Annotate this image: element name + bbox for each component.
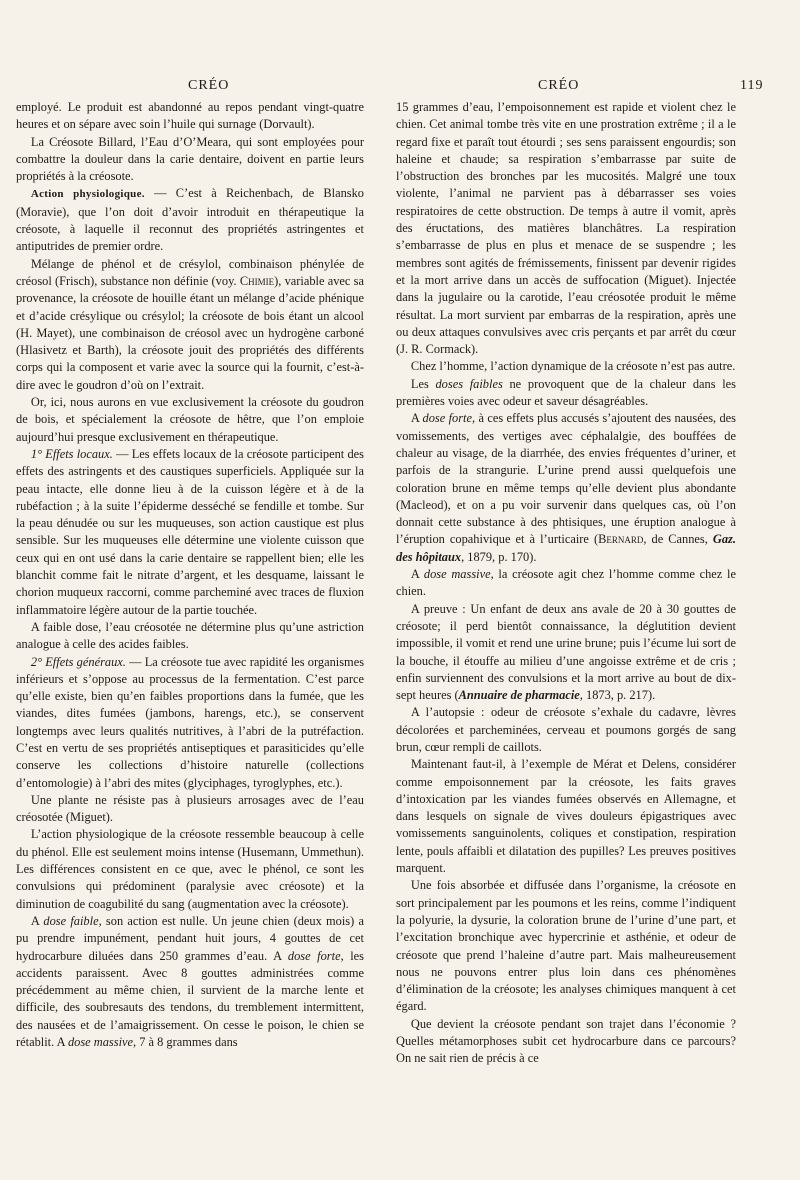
paragraph: Que devient la créosote pendant son trajet dans l’économie ? Quelles métamorphoses subit cet hydrocarbure dans ce parcours? On ne sait rien de précis à ce bbox=[396, 1016, 736, 1066]
paragraph: La Créosote Billard, l’Eau d’O’Meara, qui sont employées pour combattre la douleur dans la carie dentaire, doivent en partie leurs propriétés à la créosote. bbox=[16, 134, 364, 184]
paragraph-text: , 1879, p. 170). bbox=[461, 549, 537, 564]
section-heading: Action physiologique. bbox=[30, 188, 145, 201]
paragraph-text: , la créosote agit chez l’homme comme chez le chien. bbox=[396, 567, 736, 599]
subsection-heading: 2° Effets généraux. bbox=[30, 654, 126, 669]
emphasis: dose massive bbox=[67, 1035, 134, 1050]
subsection-heading: 1° Effets locaux. bbox=[30, 446, 113, 461]
paragraph-text: , les accidents paraissent. Avec 8 gouttes administrées comme précédemment au même chien, il survient de la marche lente et difficile, des soubresauts des tendons, du tremblement intermittent, des nausées et de l’amaigrissement. On cesse le poison, le chien se rétablit. A bbox=[16, 948, 364, 1050]
paragraph-text: — C’est à Reichenbach, de Blansko (Moravie), que l’on doit d’avoir introduit en thérapeutique la créosote, à laquelle il reconnut des propriétés astringentes et antiputrides de premier ordre. bbox=[16, 186, 365, 254]
running-head-center: CRÉO bbox=[538, 78, 580, 93]
paragraph-text: , à ces effets plus accusés s’ajoutent des nausées, des vomissements, des vertiges avec céphalalgie, des bouffées de chaleur au visage, de la diarrhée, des envies fréquentes d’uriner, et parfois de la strangurie. L’urine prend aussi quelquefois une coloration brune en même temps qu’elle devient plus abondante (Macleod), et on a pu voir survenir dans quelques cas, où l’on donnait cette substance à des phtisiques, une éruption analogue à l’éruption copahivique et à l’urticaire ( bbox=[396, 411, 736, 547]
emphasis: dose faible bbox=[43, 913, 99, 928]
paragraph bbox=[396, 376, 736, 411]
author-name: Bernard bbox=[598, 532, 644, 547]
paragraph-text: Mélange de phénol et de crésylol, combinaison phénylée de créosol (Frisch), substance non définie (voy. bbox=[16, 256, 364, 288]
journal-title: Gaz. des hôpitaux bbox=[396, 532, 736, 564]
left-column bbox=[16, 99, 364, 1051]
paragraph: Maintenant faut-il, à l’exemple de Mérat et Delens, considérer comme empoisonnement par la créosote, les faits graves d’intoxication par les viandes fumées observés en Allemagne, et dans lesquels on signale de vives douleurs épigastriques avec vomissements sanguinolents, coliques et constipation, respiration lente, pouls affaibli et dilatation des pupilles? Les preuves positives marquent. bbox=[396, 757, 736, 876]
paragraph bbox=[16, 256, 364, 394]
running-head-left: CRÉO bbox=[188, 78, 230, 93]
paragraph: Une plante ne résiste pas à plusieurs arrosages avec de l’eau créosotée (Miguet). bbox=[16, 792, 364, 825]
paragraph-text: , son action est nulle. Un jeune chien (deux mois) a pu prendre impunément, pendant huit jours, 4 gouttes de cet hydrocarbure diluées dans 250 grammes d’eau. A bbox=[16, 913, 364, 963]
emphasis: dose forte bbox=[422, 411, 472, 426]
paragraph-text: , 1873, p. 217). bbox=[579, 688, 656, 703]
paragraph-text: , de Cannes, bbox=[643, 532, 713, 547]
paragraph bbox=[396, 566, 736, 601]
emphasis: dose forte bbox=[287, 948, 341, 963]
paragraph: Or, ici, nous aurons en vue exclusivement la créosote du goudron de bois, et spécialement la créosote de hêtre, que l’on emploie aujourd’hui presque exclusivement en thérapeutique. bbox=[16, 395, 364, 444]
paragraph bbox=[16, 446, 364, 619]
right-column bbox=[396, 99, 736, 1068]
paragraph-text: ), variable avec sa provenance, la créosote de houille étant un mélange d’acide phénique et d’acide crésylique ou crésylol; la créosote de bois étant un alcool (H. Mayet), une combinaison de créosol avec un hydrogène carboné (Hlasivetz et Barth), la créosote jouit des propriétés des différents corps qui la composent et varie avec la source qui la fournit, c’est-à-dire avec le goudron d’où on l’extrait. bbox=[16, 273, 365, 392]
paragraph bbox=[16, 913, 364, 1051]
paragraph: employé. Le produit est abandonné au repos pendant vingt-quatre heures et on sépare avec soin l’huile qui surnage (Dorvault). bbox=[16, 100, 364, 132]
emphasis: doses faibles bbox=[435, 376, 503, 391]
paragraph: Une fois absorbée et diffusée dans l’organisme, la créosote en sort principalement par les poumons et les reins, comme l’indiquent la polyurie, la dysurie, la coloration brune de l’urine d’une part, et l’excitation bronchique avec hypercrinie et asthénie, et odeur de créosote que prend l’haleine d’autre part. Mais malheureusement nous ne pouvons entrer plus loin dans ces phénomènes d’élimination de la créosote; les analyses chimiques manquent à cet égard. bbox=[396, 878, 736, 1014]
paragraph-text: A bbox=[410, 567, 424, 582]
paragraph-text: A bbox=[30, 913, 44, 928]
paragraph-text: ne provoquent que de la chaleur dans les premières voies avec odeur et saveur désagréables. bbox=[396, 376, 737, 409]
paragraph-text: Les bbox=[410, 376, 436, 391]
paragraph: A faible dose, l’eau créosotée ne détermine plus qu’une astriction analogue à celle des acides faibles. bbox=[16, 619, 364, 652]
paragraph: A l’autopsie : odeur de créosote s’exhale du cadavre, lèvres décolorées et parcheminées, cerveau et poumons gorgés de sang brun, cœur rempli de caillots. bbox=[396, 705, 736, 754]
paragraph bbox=[16, 654, 364, 792]
paragraph: 15 grammes d’eau, l’empoisonnement est rapide et violent chez le chien. Cet animal tombe très vite en une prostration extrême ; il a le regard fixe et paraît tout étourdi ; ses sens paraissent engourdis; son haleine et chaude; sa respiration s’embarrasse par suite de l’obstruction des bronches par les mucosités. Malgré une toux violente, l’animal ne parvient pas à débarrasser ses voies respiratoires de cette obstruction. De temps à autre il vomit, après des éructations, des matières blanchâtres. La respiration s’embarrasse de plus en plus et menace de se suspendre ; les membres sont agités de frémissements, finissent par devenir rigides et la mort arrive dans un accès de suffocation (Miguet). Injectée dans la jugulaire ou la carotide, l’eau créosotée produit le même résultat. La mort survient par embarras de la respiration, après une ou deux attaques convulsives avec cris perçants et par arrêt du cœur (J. R. Cormack). bbox=[396, 100, 736, 357]
paragraph-text: — Les effets locaux de la créosote participent des effets des astringents et des caustiques superficiels. Appliquée sur la peau intacte, elle donne lieu à de la cuisson légère et à de la rubéfaction ; à la suite l’épiderme desséché se fendille et tombe. Sur la peau dénudée ou sur les muqueuses, son action caustique est plus sensible. Sur les muqueuses elle détermine une violente cuisson que ceux qui en ont usé dans la carie dentaire se rappellent bien; elle les blanchit comme fait le nitrate d’argent, et les desquame, laissant le chorion muqueux raccorni, comme parcheminé avec traces de fluxion inflammatoire légère autour de la partie touchée. bbox=[16, 446, 364, 617]
journal-title: Annuaire de pharmacie bbox=[458, 688, 580, 703]
paragraph-text: A preuve : Un enfant de deux ans avale de 20 à 30 gouttes de créosote; il perd bientôt connaissance, la déglutition devient impossible, il vomit et rend une urine brune; puis l’écume lui sort de la bouche, il étouffe au milieu d’une angoisse extrême et de cris ; enfin surviennent des convulsions et la mort arrive au bout de dix-sept heures ( bbox=[396, 601, 736, 703]
paragraph-text: , 7 à 8 grammes dans bbox=[133, 1035, 238, 1050]
cross-reference: Chimie bbox=[239, 273, 275, 288]
paragraph: L’action physiologique de la créosote ressemble beaucoup à celle du phénol. Elle est seulement moins intense (Husemann, Ummethun). Les différences consistent en ce que, avec le phénol, ce sont les convulsions qui prédominent (paralysie avec créosote) et la diminution de coagubilité du sang (augmentation avec la créosote). bbox=[16, 827, 364, 911]
paragraph-text: A bbox=[410, 411, 423, 426]
paragraph bbox=[396, 601, 736, 705]
paragraph-text: — La créosote tue avec rapidité les organismes inférieurs et s’oppose au processus de la fermentation. C’est parce qu’elle existe, bien qu’en faibles proportions dans la fumée, que les viandes, dites fumées (jambons, harengs, etc.), se conservent longtemps avec leurs qualités nutritives, à l’abri de la putréfaction. C’est en vertu de ses propriétés antiseptiques et parasiticides qu’elle conserve les collections d’histoire naturelle (collections d’entomologie) à l’abri des mites (glyciphages, tyroglyphes, etc.). bbox=[16, 654, 365, 790]
paragraph bbox=[16, 185, 364, 255]
emphasis: dose massive bbox=[423, 567, 491, 582]
page-number: 119 bbox=[740, 78, 764, 93]
paragraph bbox=[396, 410, 736, 566]
paragraph: Chez l’homme, l’action dynamique de la créosote n’est pas autre. bbox=[410, 359, 736, 374]
